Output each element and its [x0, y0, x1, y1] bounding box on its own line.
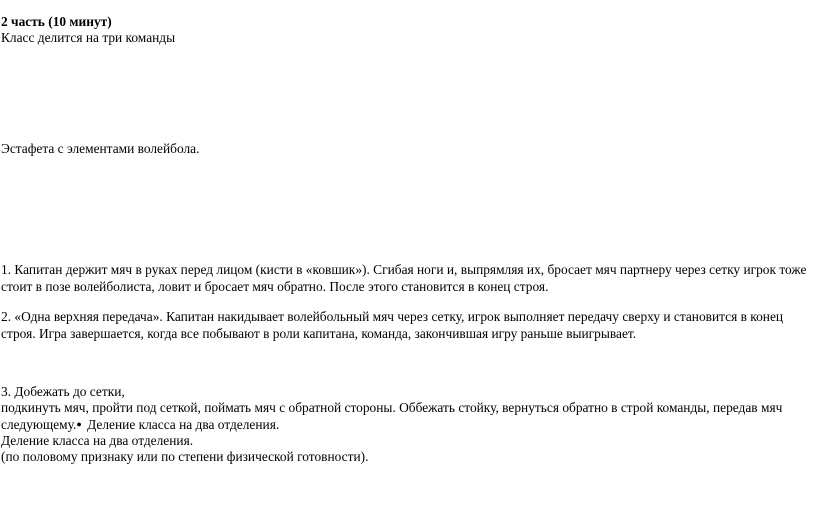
item1-line1: 1. Капитан держит мяч в руках перед лицом (кисти в «ковшик»). Сгибая ноги и, выпрямляя их, бросает мяч партнеру через сетку игрок тоже [1, 262, 807, 277]
intro-text: Класс делится на три команды [1, 30, 176, 45]
item2-line1: 2. «Одна верхняя передача». Капитан накидывает волейбольный мяч через сетку, игрок выполняет передачу сверху и становится в конец [1, 309, 784, 324]
division-text: Деление класса на два отделения. [1, 433, 194, 448]
division-note: (по половому признаку или по степени физической готовности). [1, 449, 369, 464]
section-heading: 2 часть (10 минут) [1, 14, 112, 29]
item3-line2: подкинуть мяч, пройти под сеткой, поймать мяч с обратной стороны. Оббежать стойку, вернуться обратно в строй команды, передав мяч [1, 400, 783, 415]
item2-line2: строя. Игра завершается, когда все побывают в роли капитана, команда, закончившая игру раньше выигрывает. [1, 326, 637, 341]
item3-line1: 3. Добежать до сетки, [1, 384, 125, 399]
item1-line2: стоит в позе волейболиста, ловит и бросает мяч обратно. После этого становится в конец строя. [1, 279, 549, 294]
item3-line3-end: Деление класса на два отделения. [83, 417, 280, 432]
relay-title: Эстафета с элементами волейбола. [1, 141, 200, 156]
item3-line3 [1, 416, 279, 433]
bullet-icon: ● [76, 419, 82, 429]
item3-line3-start: следующему. [1, 417, 77, 432]
